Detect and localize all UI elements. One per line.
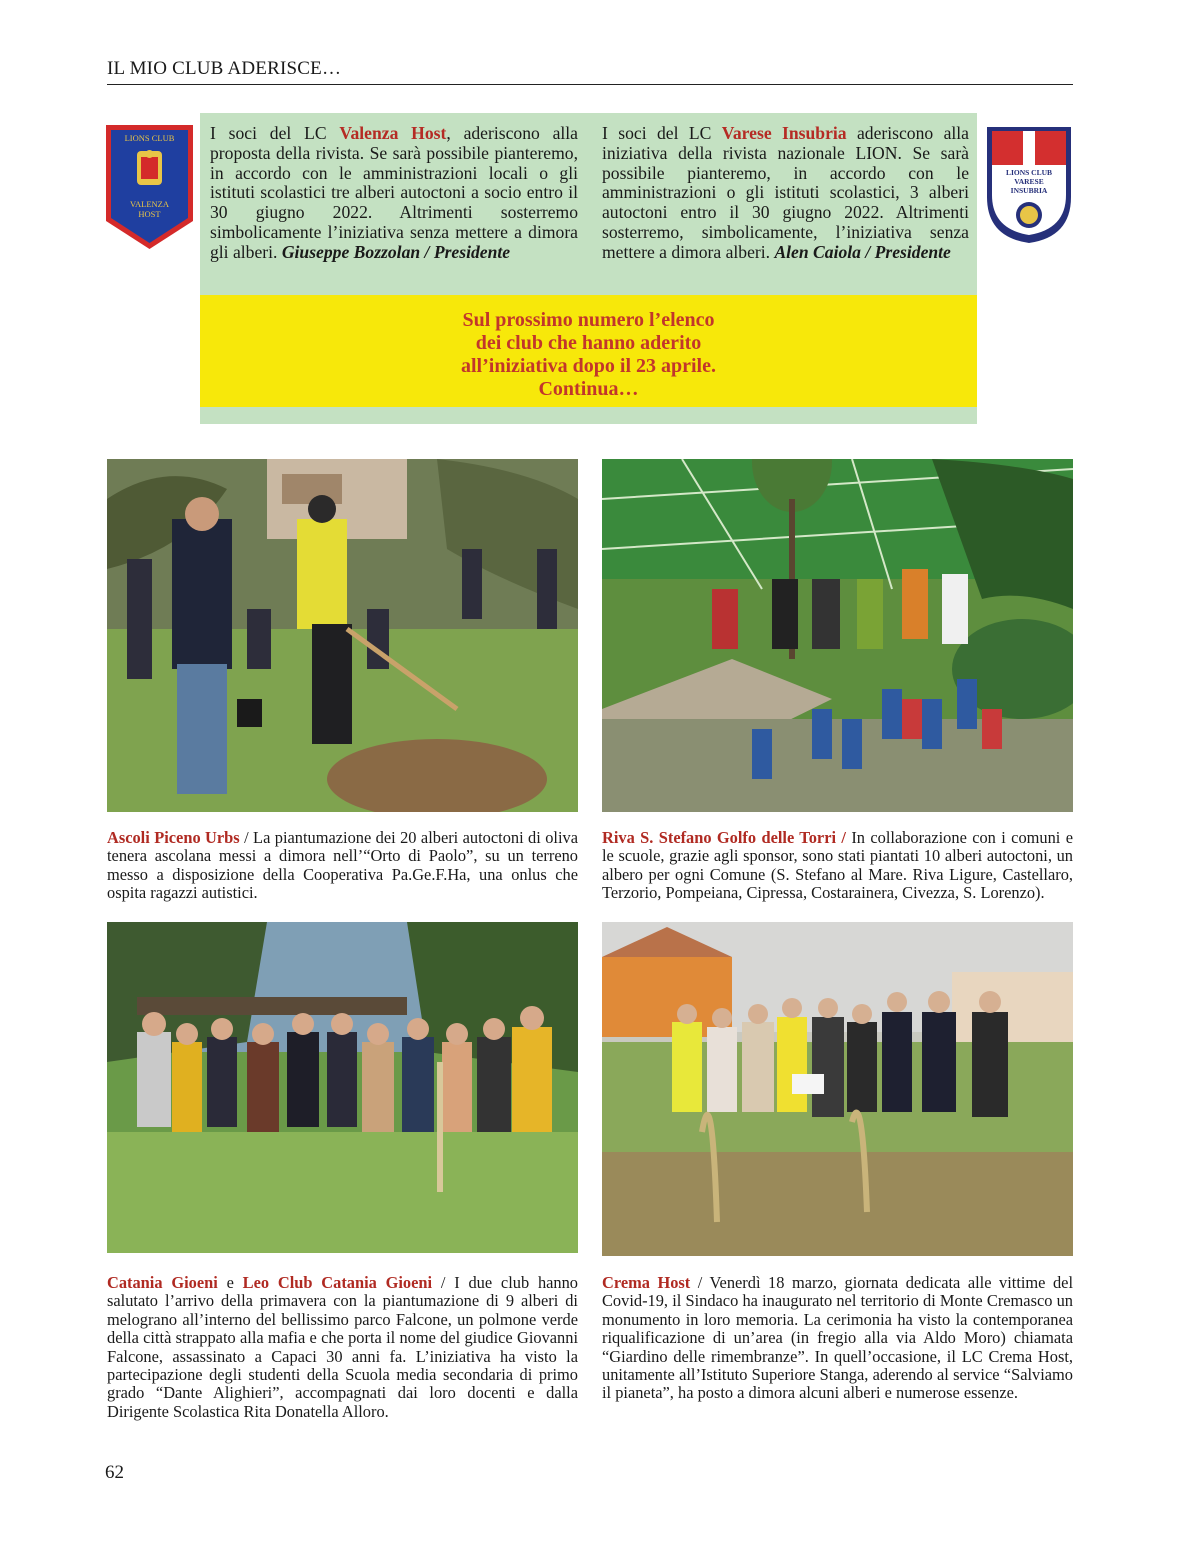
children-around-tree-photo (602, 459, 1073, 812)
next-issue-notice: Sul prossimo numero l’elenco dei club che hanno aderito all’iniziativa dopo il 23 aprile. Continua… (460, 309, 716, 400)
club-name: Riva S. Stefano Golfo delle Torri / (602, 828, 846, 847)
signature: Alen Caiola / Presidente (774, 241, 951, 262)
signature: Giuseppe Bozzolan / Presidente (281, 241, 511, 262)
valenza-host-pennant-logo (106, 125, 193, 249)
club-name: Leo Club Catania Gioeni (242, 1273, 433, 1292)
valenza-host-statement: I soci del LC Valenza Host, aderiscono alla proposta della rivista. Se sarà possibile pianteremo, in accordo con le amministrazioni locali o gli istituti scolastici tre alberi autoctoni a socio entro il 30 giugno 2022. Altrimenti sosterremo simbolicamente l’iniziativa senza mettere a dimora gli alberi. Giuseppe Bozzolan / Presidente (210, 123, 578, 262)
officials-at-memorial-garden-photo (602, 922, 1073, 1256)
group-in-park-photo (107, 922, 578, 1253)
varese-insubria-statement: I soci del LC Varese Insubria aderiscono alla iniziativa della rivista nazionale LION. Se sarà possibile pianteremo, in accordo con le amministrazioni o gli istituti scolastici, 3 alberi autoctoni entro il 30 giugno 2022. Altrimenti sosterremo, simbolicamente, l’iniziativa senza mettere a dimora alberi. Alen Caiola / Presidente (602, 123, 969, 262)
catania-gioeni-caption: Catania Gioeni e Leo Club Catania Gioeni / I due club hanno salutato l’arrivo della primavera con la piantumazione di 9 alberi di melograno all’interno del bellissimo parco Falcone, un polmone verde della città strappato alla mafia e che porta il nome del giudice Giovanni Falcone, assassinato a Capaci 30 anni fa. L’iniziativa ha visto la partecipazione degli studenti della Scuola media secondaria di primo grado “Dante Alighieri”, accompagnati dai loro docenti e dalla Dirigente Scolastica Rita Donatella Alloro. (107, 1273, 578, 1421)
page-number: 62 (105, 1462, 124, 1483)
riva-s-stefano-caption: Riva S. Stefano Golfo delle Torri / In collaborazione con i comuni e le scuole, grazie agli sponsor, sono stati piantati 10 alberi autoctoni, un albero per ogni Comune (S. Stefano al Mare. Riva Ligure, Castellaro, Terzorio, Pompeiana, Cipressa, Costarainera, Civezza, S. Lorenzo). (602, 828, 1073, 903)
svg-text:LIONS CLUB: LIONS CLUB (1005, 168, 1053, 177)
ascoli-piceno-caption: Ascoli Piceno Urbs / La piantumazione dei 20 alberi autoctoni di oliva tenera ascolana messi a dimora nell’“Orto di Paolo”, su un terreno messo a disposizione della Cooperativa Pa.Ge.F.Ha, una onlus che ospita ragazzi autistici. (107, 828, 578, 903)
club-name: Varese Insubria (721, 123, 847, 143)
svg-text:LIONS CLUB: LIONS CLUB (124, 133, 175, 143)
svg-text:VALENZA: VALENZA (129, 199, 170, 209)
valenza-crest-icon (106, 125, 193, 249)
club-name: Crema Host (602, 1273, 691, 1292)
club-name: Catania Gioeni (107, 1273, 218, 1292)
running-header: IL MIO CLUB ADERISCE… (107, 58, 1073, 85)
crema-host-caption: Crema Host / Venerdì 18 marzo, giornata dedicata alle vittime del Covid-19, il Sindaco ha inaugurato nel territorio di Monte Cremasco un monumento in loro memoria. La cerimonia ha visto la contemporanea riqualificazione di un’area (in fregio alla via Aldo Moro) chiamata “Giardino delle rimembranze”. In quell’occasione, il LC Crema Host, unitamente all’Istituto Superiore Stanga, aderendo al service “Salviamo il pianeta”, ha posto a dimora alcuni alberi e numerose essenze. (602, 1273, 1073, 1403)
tree-planting-with-hoe-photo (107, 459, 578, 812)
club-name: Ascoli Piceno Urbs (107, 828, 240, 847)
club-name: Valenza Host (339, 123, 447, 143)
svg-text:VARESE: VARESE (1014, 177, 1044, 186)
svg-text:INSUBRIA: INSUBRIA (1010, 186, 1048, 195)
varese-insubria-shield-logo (985, 125, 1073, 245)
varese-shield-icon (985, 125, 1073, 245)
svg-text:HOST: HOST (138, 209, 161, 219)
